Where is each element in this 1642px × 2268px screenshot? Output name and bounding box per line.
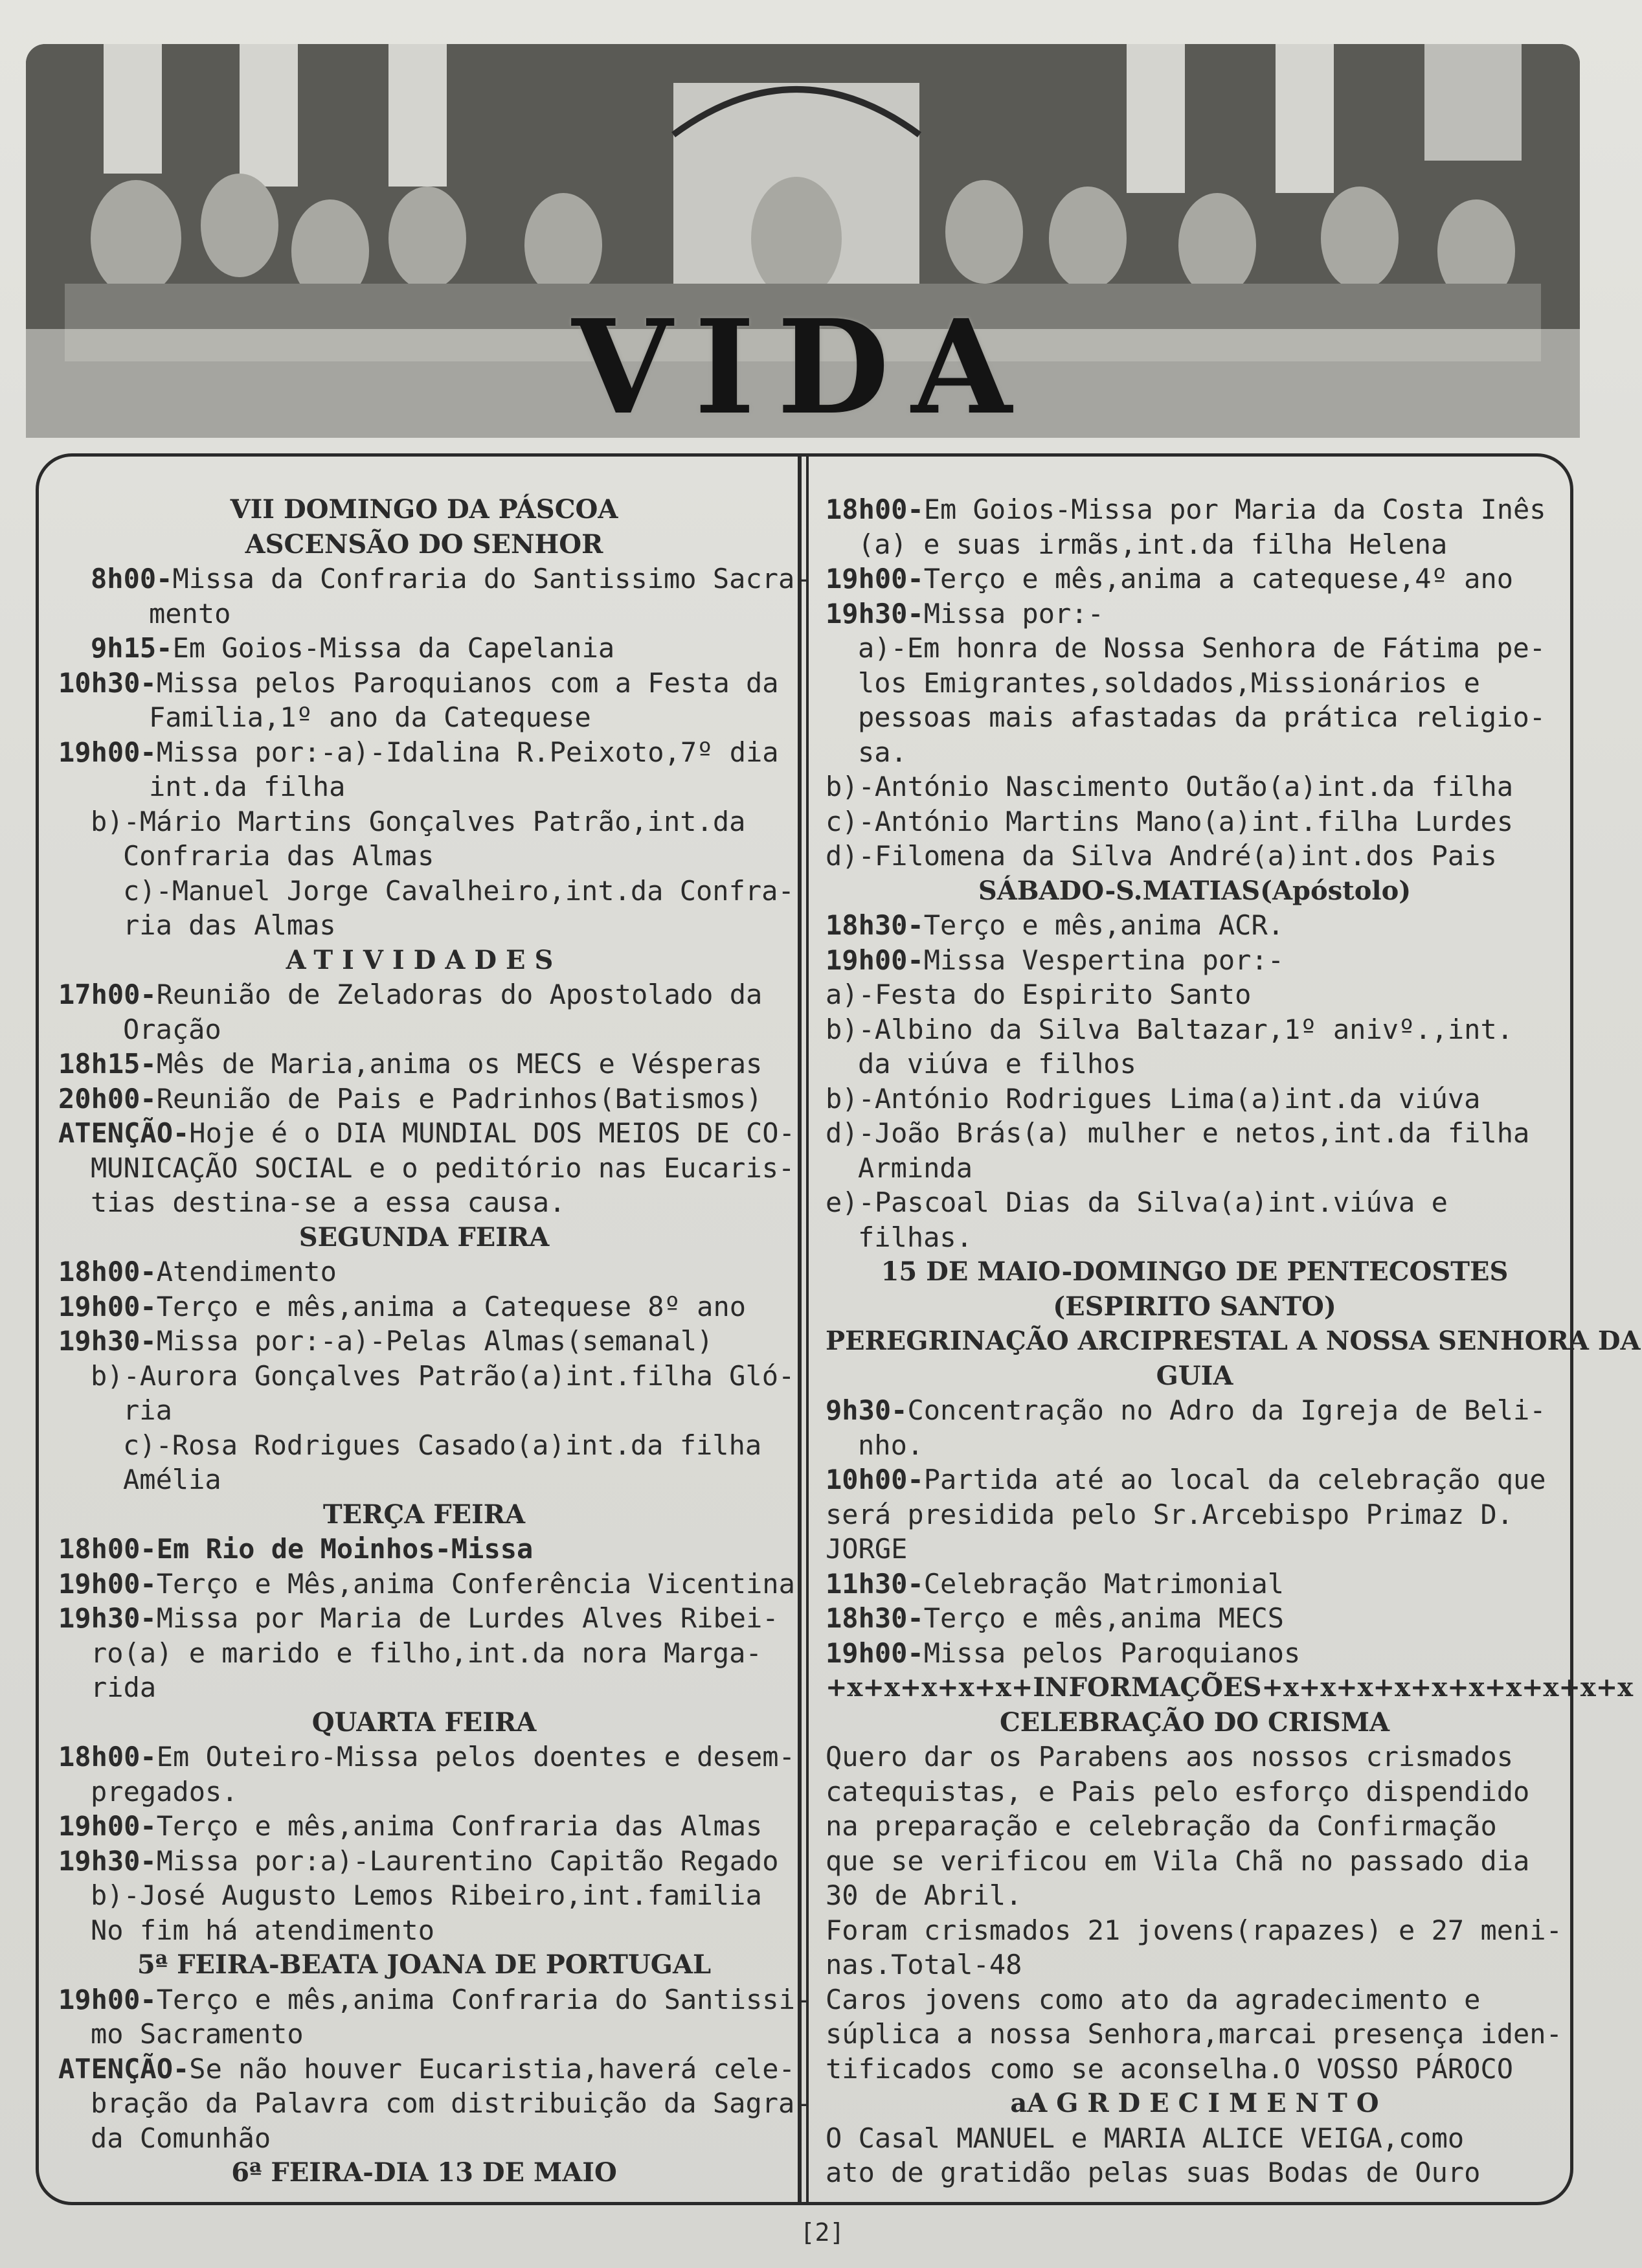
line-text: 30 de Abril. [826,1879,1022,1911]
text-line [58,1809,790,1844]
section-heading [826,1289,1564,1324]
line-text: ria das Almas [123,909,336,941]
line-text: b)-José Augusto Lemos Ribeiro,int.familia [91,1879,762,1911]
time-label: 20h00- [58,1082,157,1115]
text-line [58,1324,790,1359]
line-text: b)-Aurora Gonçalves Patrão(a)int.filha Gló- [91,1359,795,1392]
line-text: nho. [858,1429,924,1461]
text-line [58,1982,812,2017]
line-text: b)-António Rodrigues Lima(a)int.da viúva [826,1082,1481,1115]
line-text: ro(a) e marido e filho,int.da nora Marga- [91,1637,762,1669]
text-line [58,977,790,1012]
text-line [58,1254,790,1289]
line-text: Em Outeiro-Missa pelos doentes e desem- [156,1741,795,1773]
line-text: Foram crismados 21 jovens(rapazes) e 27 meni- [826,1914,1562,1946]
text-line [826,561,1564,596]
text-line [58,666,790,701]
text-line [826,839,1564,874]
left-column [58,492,812,2190]
line-text: 15 DE MAIO-DOMINGO DE PENTECOSTES [881,1256,1509,1287]
text-line [58,1913,790,1948]
line-text: que se verificou em Vila Chã no passado dia [826,1844,1530,1877]
text-line [58,2086,811,2121]
line-text: bração da Palavra com distribuição da Sagra- [91,2087,811,2119]
time-label: 10h30- [58,666,157,699]
line-text: b)-Mário Martins Gonçalves Patrão,int.da [91,805,746,837]
line-text: Missa da Confraria do Santissimo Sacra- [172,563,811,595]
text-line [826,1636,1564,1671]
time-label: 18h00-Em Rio de Moinhos-Missa [58,1533,534,1565]
time-label: 9h15- [91,632,173,664]
text-line [58,804,790,839]
text-line [58,1393,790,1428]
text-line [58,631,790,666]
line-text: Missa pelos Paroquianos [923,1637,1301,1669]
time-label: 8h00- [91,563,173,595]
section-heading [826,1359,1564,1394]
time-label: 19h30- [58,1602,157,1634]
text-line [826,1775,1564,1809]
line-text: Missa pelos Paroquianos com a Festa da [156,666,779,699]
line-text: Reunião de Pais e Padrinhos(Batismos) [156,1082,763,1115]
line-text: los Emigrantes,soldados,Missionários e [858,666,1480,699]
line-text: Missa por:-a)-Pelas Almas(semanal) [156,1325,714,1357]
text-line [826,769,1564,804]
text-line [826,1082,1564,1117]
section-heading [58,1497,790,1532]
line-text: Quero dar os Parabens aos nossos crismados [826,1741,1514,1773]
section-heading [826,1670,1634,1705]
line-text: 5ª FEIRA-BEATA JOANA DE PORTUGAL [137,1949,712,1980]
line-text: Missa Vespertina por:- [923,944,1285,976]
text-line [826,1151,1564,1186]
line-text: Arminda [858,1151,973,1184]
line-text: rida [91,1672,157,1703]
line-text: d)-Filomena da Silva André(a)int.dos Pais [826,840,1497,872]
text-line [58,1775,790,1809]
line-text: Terço e Mês,anima Conferência Vicentina [156,1567,795,1600]
line-text: será presidida pelo Sr.Arcebispo Primaz D. [826,1498,1514,1530]
time-label: 18h30- [826,1602,924,1634]
line-text: mento [149,597,231,629]
text-line [58,1082,790,1117]
text-line [826,1116,1564,1151]
text-line [58,908,790,943]
text-line [826,1982,1564,2017]
line-text: (a) e suas irmãs,int.da filha Helena [858,528,1448,560]
line-text: Oração [123,1013,221,1045]
section-heading [826,1705,1564,1740]
section-heading [58,2155,790,2190]
line-text: c)-Manuel Jorge Cavalheiro,int.da Confra- [123,874,794,907]
section-heading [58,1947,790,1982]
line-text: catequistas, e Pais pelo esforço dispendido [826,1775,1530,1808]
text-line [58,1670,790,1705]
line-text: Terço e mês,anima Confraria das Almas [156,1810,763,1842]
line-text: Confraria das Almas [123,840,434,872]
time-label: 18h30- [826,909,924,941]
line-text: Celebração Matrimonial [923,1567,1285,1600]
line-text: Terço e mês,anima ACR. [923,909,1285,941]
time-label: 19h30- [58,1325,157,1357]
text-line [58,1462,790,1497]
page-number: [2] [800,2218,845,2247]
text-line [58,1740,795,1775]
time-label: ATENÇÃO- [58,2052,190,2085]
text-line [826,666,1564,701]
line-text: nas.Total-48 [826,1949,1022,1980]
text-line [826,943,1564,978]
line-text: Em Goios-Missa da Capelania [172,632,615,664]
time-label: ATENÇÃO- [58,1117,190,1149]
text-line [826,2052,1564,2087]
time-label: 18h15- [58,1048,157,1080]
text-line [58,1601,790,1636]
line-text: No fim há atendimento [91,1914,435,1946]
text-line [58,874,794,909]
text-line [58,1359,795,1394]
line-text: Familia,1º ano da Catequese [149,701,591,733]
line-text: ASCENSÃO DO SENHOR [245,528,603,560]
line-text: VII DOMINGO DA PÁSCOA [230,494,618,525]
line-text: Terço e mês,anima MECS [923,1602,1285,1634]
line-text: ato de gratidão pelas suas Bodas de Ouro [826,2157,1481,2188]
time-label: 17h00- [58,979,157,1010]
line-text: c)-António Martins Mano(a)int.filha Lurdes [826,805,1514,837]
time-label: 19h00- [58,1290,157,1322]
text-line [58,839,790,874]
text-line [826,1497,1564,1532]
text-line [826,1809,1564,1844]
line-text: JORGE [826,1533,908,1565]
line-text: Caros jovens como ato da agradecimento e [826,1983,1481,2015]
line-text: da Comunhão [91,2122,271,2154]
line-text: Atendimento [156,1256,337,1287]
line-text: b)-António Nascimento Outão(a)int.da filha [826,771,1514,802]
text-line [58,1636,790,1671]
text-line [58,735,790,770]
line-text: Missa por:a)-Laurentino Capitão Regado [156,1844,779,1877]
text-line [826,1047,1564,1082]
section-heading [58,492,790,527]
line-text: Missa por:-a)-Idalina R.Peixoto,7º dia [156,736,779,768]
text-line [58,2052,795,2087]
line-text: mo Sacramento [91,2018,304,2050]
text-line [58,1289,790,1324]
line-text: Terço e mês,anima Confraria do Santissi- [156,1983,812,2015]
text-line [826,1428,1564,1463]
section-heading [826,2086,1564,2121]
section-heading [58,1220,790,1255]
text-line [826,631,1564,666]
line-text: súplica a nossa Senhora,marcai presença iden- [826,2018,1562,2050]
section-heading [58,943,790,978]
time-label: 18h00- [58,1256,157,1287]
text-line [826,527,1564,562]
text-line [826,1844,1564,1879]
text-line [826,1947,1564,1982]
text-line [58,1567,795,1602]
time-label: 11h30- [826,1567,924,1600]
text-line [826,804,1564,839]
line-text: CELEBRAÇÃO DO CRISMA [999,1707,1390,1738]
line-text: a)-Em honra de Nossa Senhora de Fátima pe- [858,632,1546,664]
masthead-title: VIDA [572,291,1034,438]
line-text: 6ª FEIRA-DIA 13 DE MAIO [231,2157,617,2188]
line-text: Partida até ao local da celebração que [923,1464,1546,1495]
text-line [826,2017,1564,2052]
line-text: (ESPIRITO SANTO) [1053,1291,1336,1322]
masthead [26,44,1580,438]
time-label: 19h30- [58,1844,157,1877]
line-text: c)-Rosa Rodrigues Casado(a)int.da filha [123,1429,762,1461]
text-line [826,1740,1564,1775]
time-label: 19h00- [826,944,924,976]
text-line [58,596,790,631]
line-text: filhas. [858,1221,973,1253]
line-text: ATIVIDADES [286,944,563,975]
text-line [58,1185,790,1220]
right-column [826,492,1641,2190]
text-line [826,1462,1564,1497]
line-text: TERÇA FEIRA [322,1499,526,1530]
line-text: b)-Albino da Silva Baltazar,1º anivº.,int. [826,1013,1514,1045]
time-label: 19h00- [58,736,157,768]
line-text: Terço e mês,anima a catequese,4º ano [923,563,1514,595]
time-label: 18h00- [58,1741,157,1773]
section-heading [826,1254,1564,1289]
text-line [58,1151,795,1186]
line-text: Mês de Maria,anima os MECS e Vésperas [156,1048,763,1080]
line-text: ria [123,1394,172,1426]
line-text: Se não houver Eucaristia,haverá cele- [189,2052,795,2085]
line-text: pregados. [91,1775,238,1808]
line-text: int.da filha [149,771,346,802]
line-text: Reunião de Zeladoras do Apostolado da [156,979,763,1010]
line-text: MUNICAÇÃO SOCIAL e o peditório nas Eucaris- [91,1151,795,1184]
text-line [58,561,811,596]
text-line [826,977,1564,1012]
line-text: a)-Festa do Espirito Santo [826,979,1252,1010]
text-line [58,1532,790,1567]
line-text: Amélia [123,1464,221,1495]
text-line [58,700,790,735]
time-label: 10h00- [826,1464,924,1495]
line-text: O Casal MANUEL e MARIA ALICE VEIGA,como [826,2122,1465,2154]
line-text: na preparação e celebração da Confirmação [826,1810,1497,1842]
line-text: Hoje é o DIA MUNDIAL DOS MEIOS DE CO- [189,1117,795,1149]
line-text: tificados como se aconselha.O VOSSO PÁROCO [826,2052,1514,2085]
line-text: Missa por Maria de Lurdes Alves Ribei- [156,1602,779,1634]
line-text: tias destina-se a essa causa. [91,1186,566,1218]
text-line [826,1012,1564,1047]
text-line [826,492,1564,527]
line-text: Terço e mês,anima a Catequese 8º ano [156,1290,747,1322]
text-line [58,769,790,804]
text-line [826,1878,1564,1913]
text-line [826,908,1564,943]
time-label: 19h00- [58,1810,157,1842]
line-text: e)-Pascoal Dias da Silva(a)int.viúva e [826,1186,1448,1218]
text-line [826,1220,1564,1255]
section-heading [826,874,1564,909]
line-text: d)-João Brás(a) mulher e netos,int.da filha [826,1117,1530,1149]
time-label: 19h00- [826,563,924,595]
text-line [826,1913,1564,1948]
line-text: Missa por:- [923,597,1104,629]
time-label: 19h00- [58,1983,157,2015]
text-line [58,2121,790,2156]
line-text: pessoas mais afastadas da prática religio- [858,701,1546,733]
text-line [58,1878,790,1913]
line-text: SÁBADO-S.MATIAS(Apóstolo) [978,875,1411,906]
text-line [826,1393,1564,1428]
section-heading [826,1324,1641,1359]
text-line [826,1532,1564,1567]
text-line [58,1047,790,1082]
text-line [826,1601,1564,1636]
line-text: QUARTA FEIRA [311,1707,537,1738]
text-line [58,1844,790,1879]
text-line [826,1567,1564,1602]
time-label: 19h00- [826,1637,924,1669]
line-text: Em Goios-Missa por Maria da Costa Inês [923,493,1546,525]
text-line [58,1012,790,1047]
time-label: 18h00- [826,493,924,525]
text-line [826,735,1564,770]
text-line [826,700,1564,735]
line-text: aA G R D E C I M E N T O [1010,2088,1379,2118]
text-line [58,2017,790,2052]
line-text: da viúva e filhos [858,1048,1136,1080]
line-text: +x+x+x+x+x+INFORMAÇÕES+x+x+x+x+x+x+x+x+x+x [826,1672,1634,1703]
time-label: 19h00- [58,1567,157,1600]
column-divider [798,453,802,2205]
time-label: 19h30- [826,597,924,629]
line-text: PEREGRINAÇÃO ARCIPRESTAL A NOSSA SENHORA DA [826,1326,1641,1356]
text-line [58,1116,795,1151]
line-text: sa. [858,736,907,768]
section-heading [58,527,790,562]
line-text: GUIA [1156,1360,1233,1391]
text-line [58,1428,790,1463]
text-line [826,1185,1564,1220]
text-line [826,2121,1564,2156]
time-label: 9h30- [826,1394,908,1426]
text-line [826,2155,1564,2190]
line-text: SEGUNDA FEIRA [298,1221,550,1253]
section-heading [58,1705,790,1740]
line-text: Concentração no Adro da Igreja de Beli- [907,1394,1546,1426]
text-line [826,596,1564,631]
